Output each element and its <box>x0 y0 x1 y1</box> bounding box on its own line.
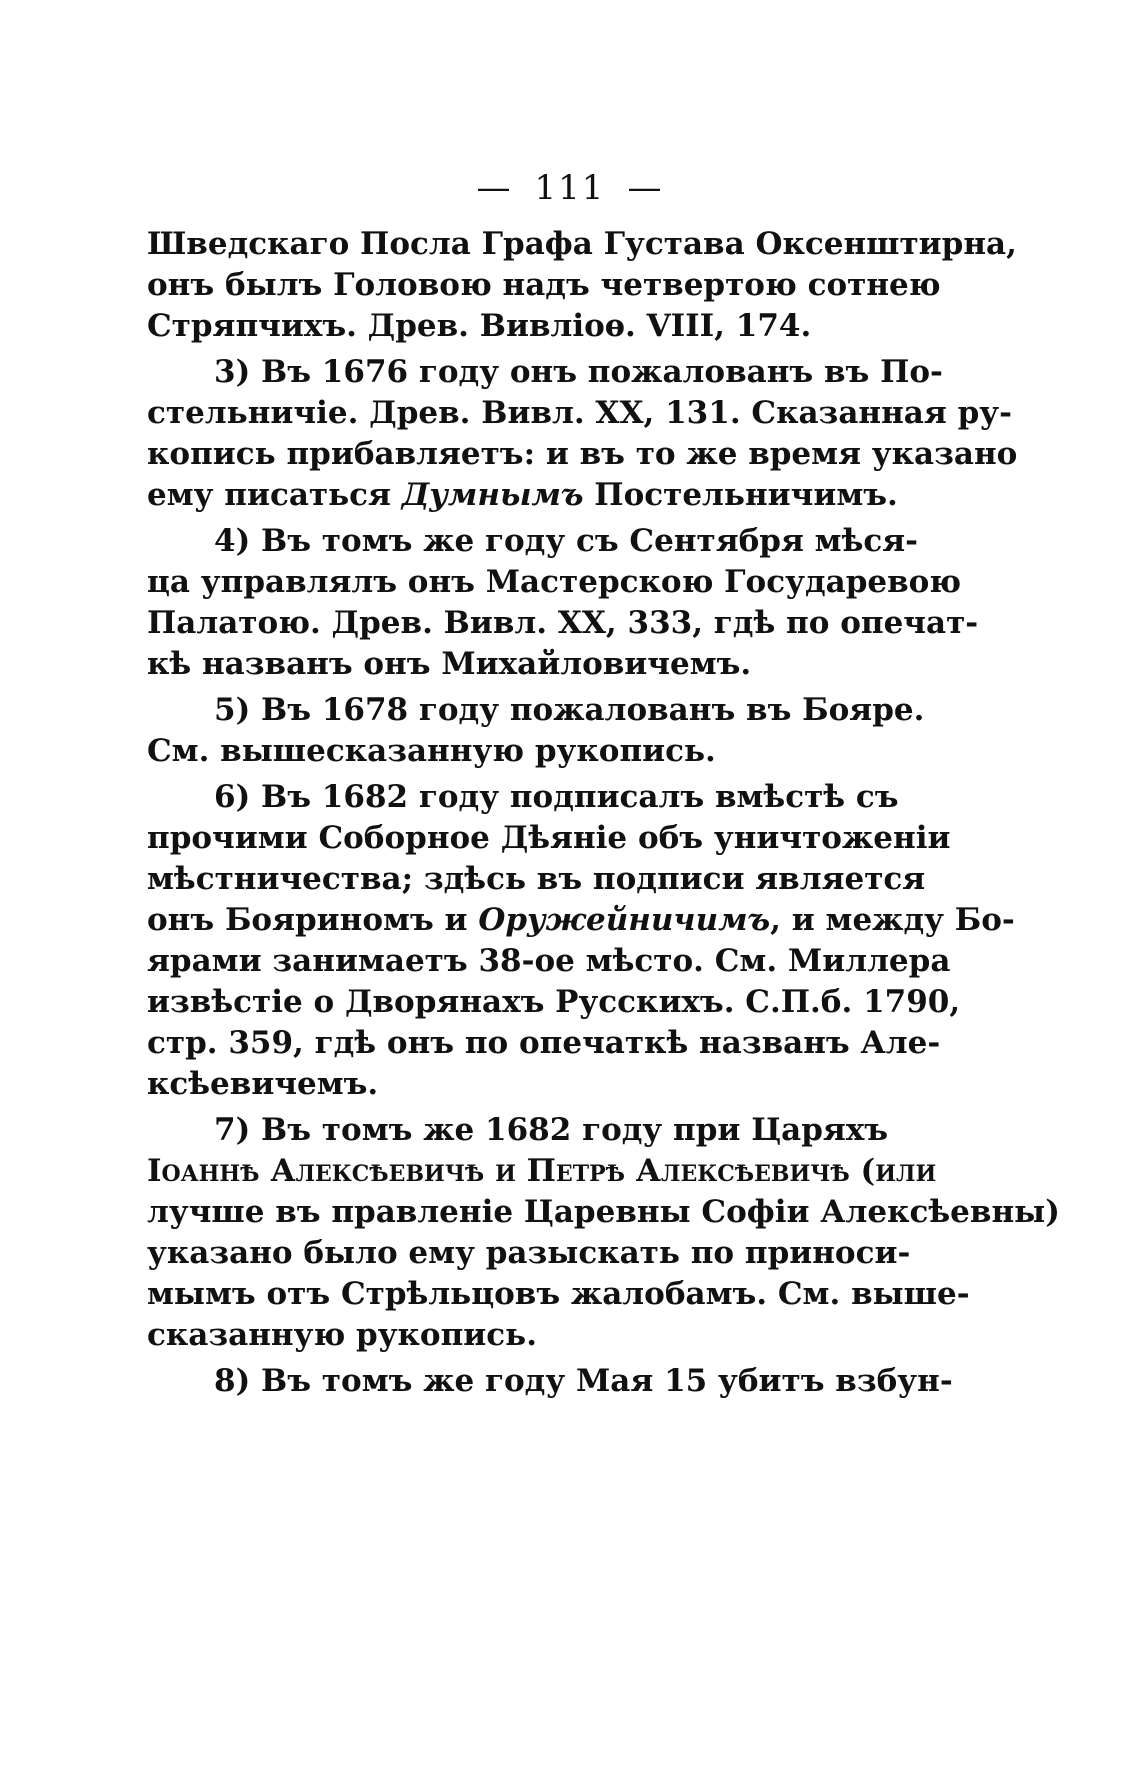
page-number: 111 <box>534 168 606 208</box>
text-line: копись прибавляетъ: и въ то же время указано <box>147 436 1018 472</box>
text-line: Іоаннѣ Алексѣевичѣ и Петрѣ Алексѣевичѣ (или <box>147 1153 937 1189</box>
text-line: указано было ему разыскать по приноси- <box>147 1235 911 1271</box>
text-line: ца управлялъ онъ Мастерскою Государевою <box>147 564 962 600</box>
text-line: прочими Соборное Дѣяніе объ уничтоженіи <box>147 820 951 856</box>
text-line: 4) Въ томъ же году съ Сентября мѣся- <box>214 523 919 559</box>
text-line: 8) Въ томъ же году Мая 15 убитъ взбун- <box>214 1363 953 1399</box>
text-line: ярами занимаетъ 38-ое мѣсто. См. Миллера <box>147 943 951 979</box>
text-line: 7) Въ томъ же 1682 году при Царяхъ <box>214 1112 889 1148</box>
header-dash-right: — <box>627 168 664 208</box>
italic-term: Оружейничимъ <box>478 902 771 938</box>
text-line: ксѣевичемъ. <box>147 1066 379 1102</box>
header-dash-left: — <box>476 168 513 208</box>
italic-term: Думнымъ <box>401 477 584 513</box>
text-line: Стряпчихъ. Древ. Вивліоѳ. VIII, 174. <box>147 308 812 344</box>
text-line: онъ былъ Головою надъ четвертою сотнею <box>147 267 941 303</box>
text-line: стр. 359, гдѣ онъ по опечаткѣ названъ Але- <box>147 1025 941 1061</box>
text-line: Шведскаго Посла Графа Густава Оксенштирна, <box>147 226 1017 262</box>
text-line: извѣстіе о Дворянахъ Русскихъ. С.П.б. 1790, <box>147 984 961 1020</box>
text-line: 3) Въ 1676 году онъ пожалованъ въ По- <box>214 354 943 390</box>
text-line: сказанную рукопись. <box>147 1317 537 1353</box>
text-line: кѣ названъ онъ Михайловичемъ. <box>147 646 752 682</box>
text-line: стельничіе. Древ. Вивл. XX, 131. Сказанная ру- <box>147 395 1012 431</box>
text-line: мѣстничества; здѣсь въ подписи является <box>147 861 926 897</box>
text-line: Палатою. Древ. Вивл. XX, 333, гдѣ по опечат- <box>147 605 979 641</box>
text-line: 5) Въ 1678 году пожалованъ въ Бояре. <box>214 692 925 728</box>
text-line: мымъ отъ Стрѣльцовъ жалобамъ. См. выше- <box>147 1276 970 1312</box>
text-line: ему писаться Думнымъ Постельничимъ. <box>147 477 898 513</box>
text-line: 6) Въ 1682 году подписалъ вмѣстѣ съ <box>214 779 899 815</box>
page-header <box>0 168 1140 208</box>
text-line: онъ Бояриномъ и Оружейничимъ, и между Бо- <box>147 902 1015 938</box>
text-line: См. вышесказанную рукопись. <box>147 733 716 769</box>
text-line: лучше въ правленіе Царевны Софіи Алексѣевны) <box>147 1194 1060 1230</box>
